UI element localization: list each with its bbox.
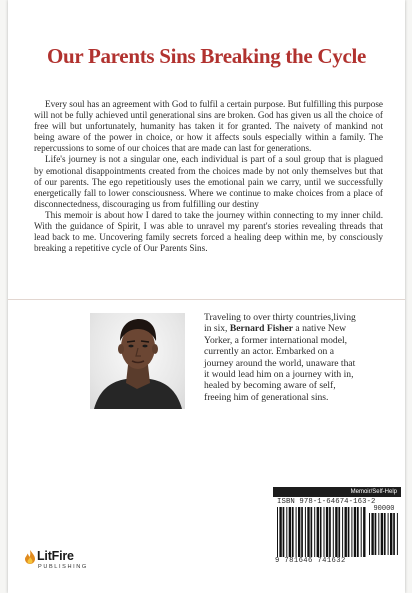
barcode-bar bbox=[326, 507, 328, 557]
barcode-bar bbox=[296, 507, 297, 557]
book-back-cover bbox=[8, 0, 405, 593]
book-title: Our Parents Sins Breaking the Cycle bbox=[46, 44, 367, 68]
barcode-addon-bars bbox=[369, 513, 399, 555]
barcode-bar bbox=[393, 513, 395, 555]
barcode-bar bbox=[307, 507, 309, 557]
flame-icon bbox=[24, 550, 36, 564]
barcode-bar bbox=[320, 507, 322, 557]
barcode-bar bbox=[348, 507, 350, 557]
barcode-bar bbox=[371, 513, 373, 555]
barcode-bar bbox=[335, 507, 337, 557]
barcode-bar bbox=[384, 513, 386, 555]
barcode-bar bbox=[286, 507, 287, 557]
author-bio bbox=[204, 312, 359, 403]
barcode-bar bbox=[338, 507, 340, 557]
barcode-bar bbox=[279, 507, 281, 557]
publisher-subtitle: PUBLISHING bbox=[38, 564, 88, 570]
author-name: Bernard Fisher bbox=[229, 323, 294, 335]
barcode-bar bbox=[329, 507, 331, 557]
barcode-bar bbox=[345, 507, 347, 557]
barcode-bars bbox=[277, 507, 367, 557]
synopsis-paragraph-2: Life's journey is not a singular one, each individual is part of a soul group that is plagued by emotional disappointments created from the choices made by not only themselves but that of our parents. The ego repetitiously uses the emotional pain we carry, until we successfully energetically fall to lower consciousness. Where we continue to make choices from a place of disconnectedness, discouraging us from fulfilling our destiny bbox=[34, 154, 383, 209]
bio-intro: Traveling to over thirty countries,living in six, bbox=[204, 312, 356, 335]
barcode-bar bbox=[388, 513, 389, 555]
barcode-bar bbox=[292, 507, 294, 557]
isbn-text: ISBN 978-1-64674-163-2 bbox=[277, 498, 376, 506]
genre-label: Memoir/Self-Help bbox=[273, 487, 401, 497]
barcode-bar bbox=[351, 507, 352, 557]
synopsis-paragraph-1: Every soul has an agreement with God to fulfil a certain purpose. But fulfilling this purpose will not be fully achieved until generational sins are broken. God has given us all the choice of free will but unfortunately, humanity has taken it for granted. The naivety of mankind not being aware of the power in choice, or how it affects souls especially within a family. The repercussions to some of our choices that are made can last for generations. bbox=[34, 99, 383, 154]
barcode-bar bbox=[298, 507, 300, 557]
barcode-bar bbox=[354, 507, 356, 557]
publisher-logo bbox=[24, 548, 104, 578]
barcode-number: 9 781646 741632 bbox=[275, 557, 346, 565]
barcode-bar bbox=[317, 507, 319, 557]
publisher-name: LitFire bbox=[37, 549, 74, 563]
synopsis-paragraph-3: This memoir is about how I dared to take the journey within connecting to my inner child. With the guidance of Spirit, I was able to unravel my parent's stories revealing threads that lead back to me. Uncovering family secrets forced a healing deep within me, by consciously breaking a repetitive cycle of Our Parents Sins. bbox=[34, 209, 383, 254]
barcode-bar bbox=[333, 507, 334, 557]
barcode-bar bbox=[277, 507, 278, 557]
barcode-bar bbox=[283, 507, 285, 557]
barcode-bar bbox=[397, 513, 398, 555]
barcode-bar bbox=[357, 507, 359, 557]
barcode-bar bbox=[289, 507, 291, 557]
bio-rest: a native New Yorker, a former international model, currently an actor. Embarked on a journey around the world, unaware that it would lead him on a journey with in, healed by becoming aware of self, freeing him of generational sins. bbox=[204, 323, 356, 403]
synopsis bbox=[34, 99, 383, 254]
author-portrait-image bbox=[90, 313, 185, 409]
barcode-bar bbox=[311, 507, 313, 557]
barcode-bar bbox=[324, 507, 325, 557]
barcode-bar bbox=[363, 507, 365, 557]
barcode-bar bbox=[375, 513, 377, 555]
barcode-bar bbox=[301, 507, 303, 557]
barcode-bar bbox=[314, 507, 315, 557]
barcode-bar bbox=[369, 513, 370, 555]
barcode-bar bbox=[381, 513, 383, 555]
author-photo bbox=[90, 313, 185, 409]
barcode-addon-number: 90000 bbox=[373, 505, 395, 513]
barcode-block bbox=[273, 487, 401, 570]
barcode-bar bbox=[390, 513, 392, 555]
barcode-bar bbox=[361, 507, 362, 557]
barcode-bar bbox=[378, 513, 379, 555]
barcode-bar bbox=[305, 507, 306, 557]
barcode-bar bbox=[342, 507, 343, 557]
